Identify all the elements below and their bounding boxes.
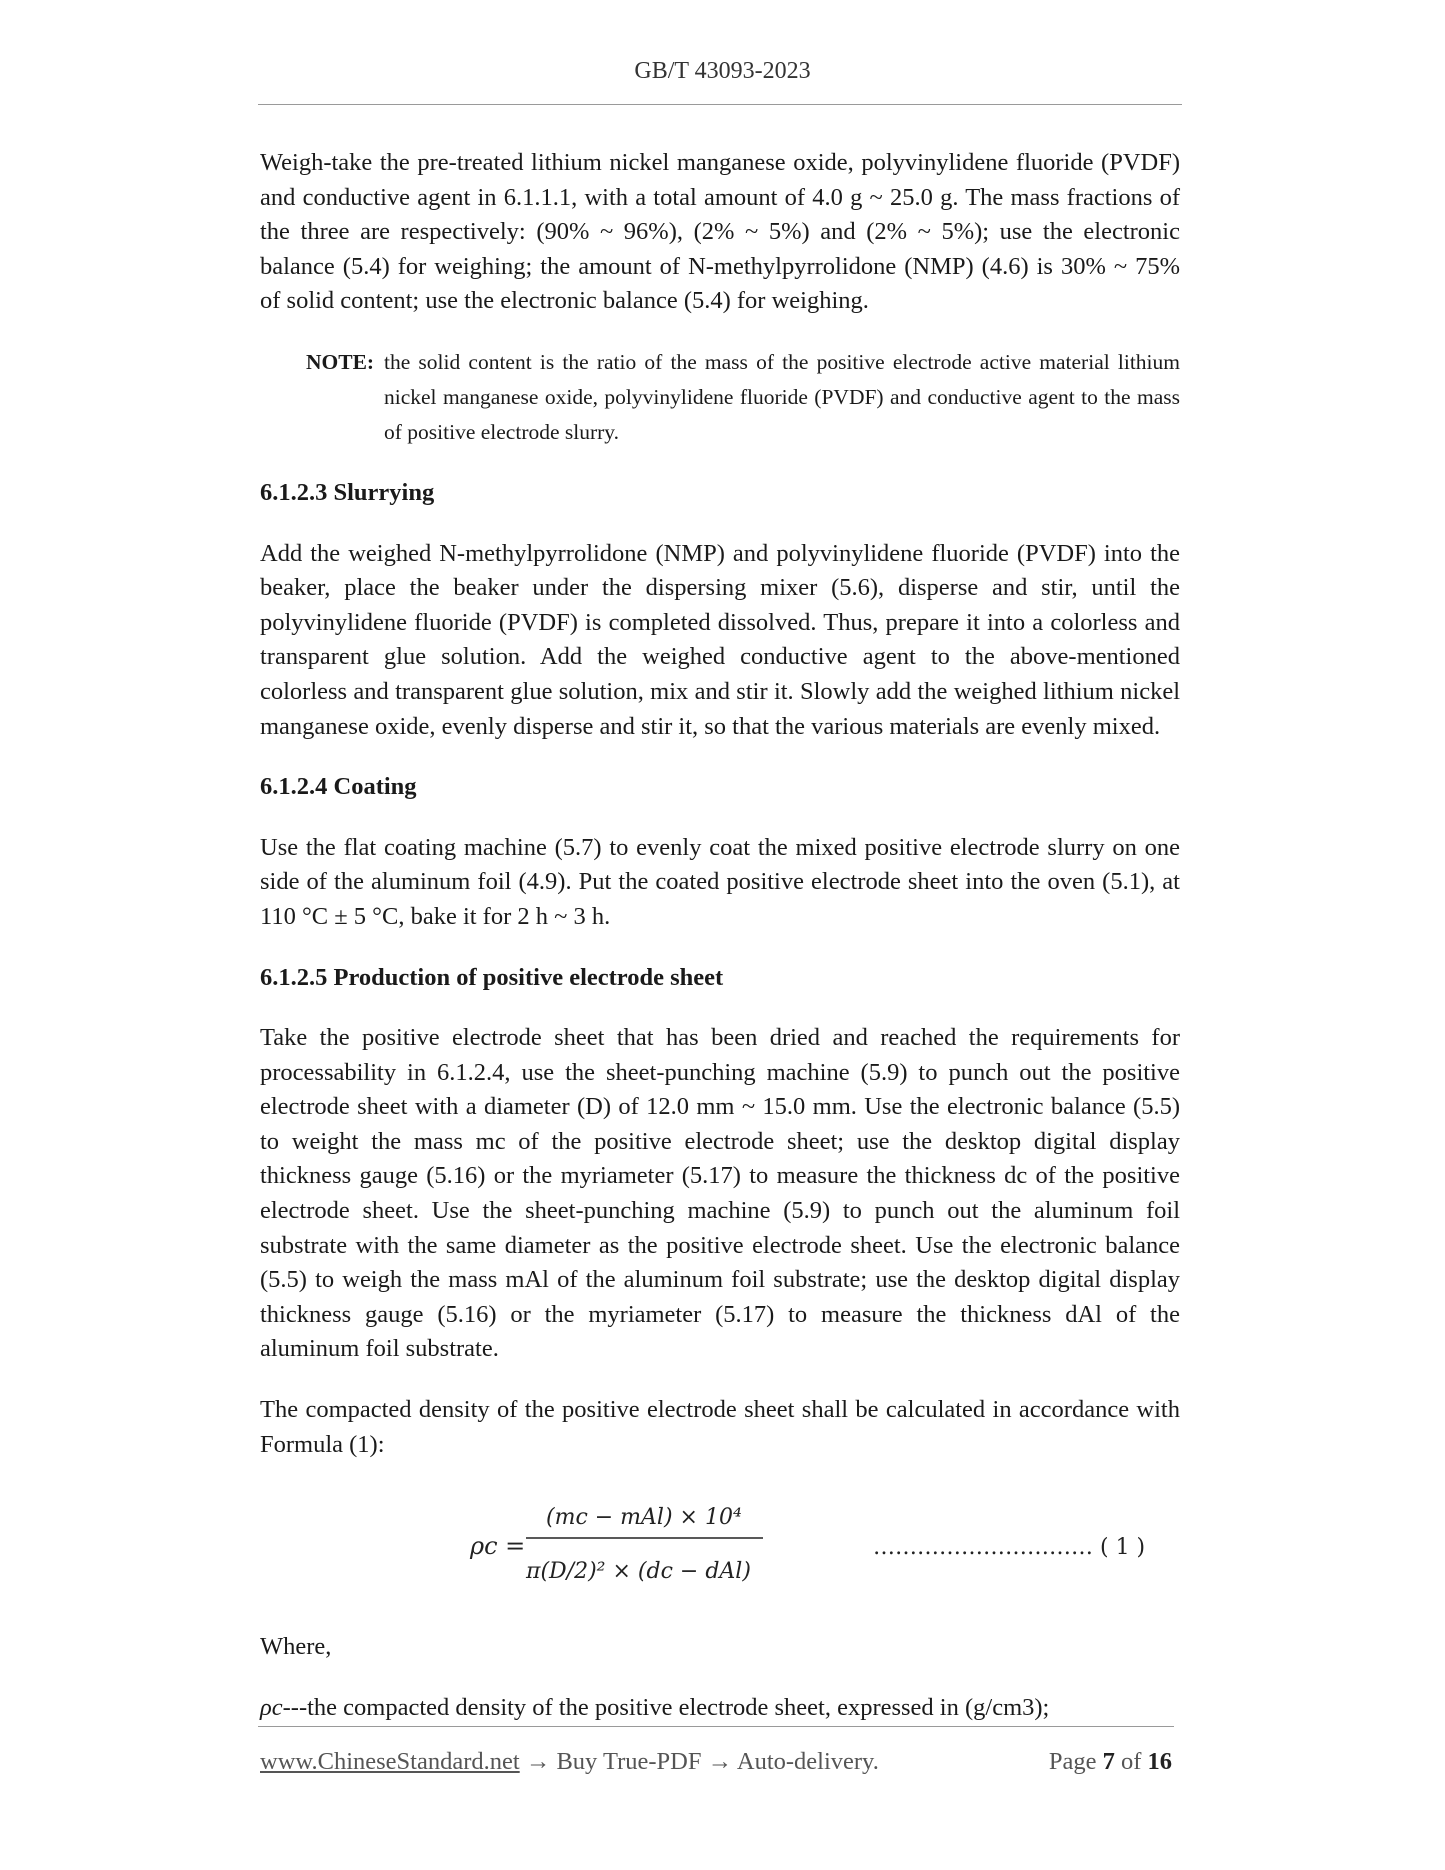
auto-delivery-text: Auto-delivery.	[736, 1748, 879, 1775]
page-indicator	[1049, 1748, 1172, 1776]
site-link[interactable]: www.ChineseStandard.net	[260, 1748, 520, 1775]
rho-symbol: ρc	[260, 1693, 283, 1721]
buy-pdf-link[interactable]: Buy True-PDF	[556, 1748, 702, 1775]
note-text: the solid content is the ratio of the mass of the positive electrode active material lithium nickel manganese oxide, polyvinylidene fluoride (PVDF) and conductive agent to the mass of positive electrode slurry.	[384, 349, 1180, 444]
page-number: 7	[1102, 1748, 1115, 1775]
arrow-icon: →	[525, 1748, 551, 1775]
page-footer	[260, 1748, 1172, 1776]
where-label: Where,	[260, 1633, 332, 1661]
heading-slurrying: 6.1.2.3 Slurrying	[260, 478, 435, 506]
document-body	[260, 146, 1180, 1725]
definition-rho	[260, 1691, 1180, 1726]
page-word: Page	[1048, 1748, 1097, 1775]
paragraph-production: Take the positive electrode sheet that has been dried and reached the requirements for processability in 6.1.2.4, use the sheet-punching machine (5.9) to punch out the positive electrode sheet with a diameter (D) of 12.0 mm ~ 15.0 mm. Use the electronic balance (5.5) to weight the mass mc of the positive electrode sheet; use the desktop digital display thickness gauge (5.16) or the myriameter (5.17) to measure the thickness dc of the positive electrode sheet. Use the sheet-punching machine (5.9) to punch out the aluminum foil substrate with the same diameter as the positive electrode sheet. Use the electronic balance (5.5) to weigh the mass mAl of the aluminum foil substrate; use the desktop digital display thickness gauge (5.16) or the myriameter (5.17) to measure the thickness dAl of the aluminum foil substrate.	[260, 1024, 1180, 1363]
page-header: GB/T 43093-2023	[634, 58, 811, 84]
heading-production: 6.1.2.5 Production of positive electrode sheet	[260, 963, 724, 991]
formula-number: ………………………… ( 1 )	[873, 1535, 1146, 1561]
formula-lhs: ρc =	[470, 1532, 526, 1561]
paragraph-slurrying: Add the weighed N-methylpyrrolidone (NMP) and polyvinylidene fluoride (PVDF) into the beaker, place the beaker under the dispersing mixer (5.6), disperse and stir, until the polyvinylidene fluoride (PVDF) is completed dissolved. Thus, prepare it into a colorless and transparent glue solution. Add the weighed conductive agent to the above-mentioned colorless and transparent glue solution, mix and stir it. Slowly add the weighed lithium nickel manganese oxide, evenly disperse and stir it, so that the various materials are evenly mixed.	[260, 539, 1180, 740]
formula-denominator: π(D/2)² × (dc − dAl)	[526, 1559, 751, 1585]
rho-definition-text: ---the compacted density of the positive electrode sheet, expressed in (g/cm3);	[282, 1693, 1050, 1721]
paragraph-formula-intro: The compacted density of the positive electrode sheet shall be calculated in accordance with Formula (1):	[260, 1396, 1180, 1458]
footer-divider	[258, 1726, 1174, 1727]
arrow-icon: →	[707, 1748, 733, 1775]
formula-graphic	[260, 1488, 1180, 1606]
formula-1	[260, 1488, 1180, 1606]
paragraph-coating: Use the flat coating machine (5.7) to evenly coat the mixed positive electrode slurry on one side of the aluminum foil (4.9). Put the coated positive electrode sheet into the oven (5.1), at 110 °C ± 5 °C, bake it for 2 h ~ 3 h.	[260, 833, 1180, 930]
of-word: of	[1120, 1748, 1142, 1775]
note	[306, 345, 1180, 450]
formula-numerator: (mc − mAl) × 10⁴	[546, 1505, 742, 1531]
note-label: NOTE:	[306, 349, 375, 374]
paragraph-weigh: Weigh-take the pre-treated lithium nickel manganese oxide, polyvinylidene fluoride (PVDF) and conductive agent in 6.1.1.1, with a total amount of 4.0 g ~ 25.0 g. The mass fractions of the three are respectively: (90% ~ 96%), (2% ~ 5%) and (2% ~ 5%); use the electronic balance (5.4) for weighing; the amount of N-methylpyrrolidone (NMP) (4.6) is 30% ~ 75% of solid content; use the electronic balance (5.4) for weighing.	[260, 149, 1180, 315]
header-divider	[258, 104, 1182, 105]
heading-coating: 6.1.2.4 Coating	[260, 773, 417, 801]
total-pages: 16	[1147, 1748, 1172, 1775]
